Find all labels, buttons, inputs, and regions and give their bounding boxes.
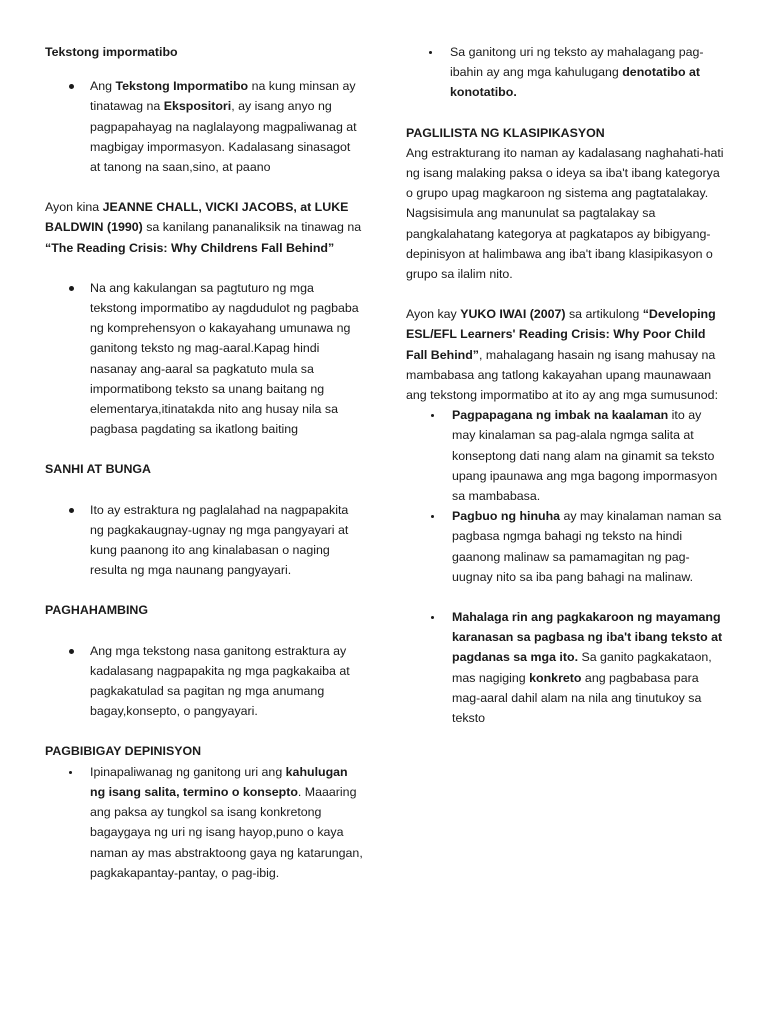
bold-text: JEANNE CHALL, VICKI JACOBS, at LUKE BALDWIN (1990) (45, 200, 349, 235)
bold-text: konkreto (529, 670, 582, 685)
text-run: Sa ganito pagkakataon, mas nagiging (452, 650, 712, 685)
text-run: sa kanilang pananaliksik na tinawag na (142, 220, 362, 235)
bold-text: denotatibo at konotatibo. (450, 65, 701, 100)
klasipikasyon-paragraph (406, 143, 724, 284)
paghahambing-list (45, 641, 363, 722)
text-run: ay may kinalaman naman sa pagbasa ngmga bahagi ng teksto na hindi gaanong malinaw sa pamamagitan ng pag-uugnay nito sa iba pang bahagi na malinaw. (452, 509, 722, 584)
intro-list (45, 76, 363, 177)
bold-text: kahulugan ng isang salita, termino o konsepto (90, 764, 348, 799)
iwai-paragraph (406, 304, 724, 405)
list-item (406, 405, 724, 506)
bold-text: YUKO IWAI (2007) (460, 307, 566, 322)
document-title: Tekstong impormatibo (45, 45, 178, 59)
section-heading-klasipikasyon: PAGLILISTA NG KLASIPIKASYON (406, 125, 605, 140)
depinisyon-continued-list (406, 42, 724, 103)
list-item (406, 42, 724, 103)
text-run: Ayon kay (406, 307, 461, 322)
text-run: Ayon kina (45, 200, 103, 215)
text-run: Sa ganitong uri ng teksto ay mahalagang pag-ibahin ay ang mga kahulugang (450, 45, 704, 80)
text-run: . Maaaring ang paksa ay tungkol sa isang konkretong bagaygaya ng uri ng isang hayop,puno o kaya naman ay mas abstraktoong gaya ng katarungan, pagkakapantay-pantay, o pag-ibig. (90, 784, 363, 880)
text-run: Ang mga tekstong nasa ganitong estraktura ay kadalasang nagpapakita ng mga pagkakaiba at pagkakatulad sa pagitan ng mga anumang bagay,konsepto, o pangyayari. (90, 643, 350, 719)
text-run: Ipinapaliwanag ng ganitong uri ang (90, 764, 286, 779)
bold-text: Pagbuo ng hinuha (452, 509, 561, 524)
text-run: , ay isang anyo ng pagpapahayag na naglalayong magpaliwanag at magbigay impormasyon. Kadalasang sinasagot at tanong na saan,sino, at paano (90, 99, 357, 175)
depinisyon-list (45, 762, 363, 883)
chall-list (45, 278, 363, 440)
text-run: Na ang kakulangan sa pagtuturo ng mga tekstong impormatibo ay nagdudulot ng pagbaba ng komprehensyon o kakayahang umunawa ng ganitong teksto ng mag-aaral.Kapag hindi nasanay ang-aaral sa pagkatuto mula sa impormatibong teksto sa unang baitang ng elementarya,itinatakda nito ang husay nila sa pagbasa pagdating sa ikatlong baiting (90, 280, 359, 437)
bold-text: Pagpapagana ng imbak na kaalaman (452, 408, 669, 423)
bold-text: Ekspositori (163, 99, 232, 114)
text-run: Ito ay estraktura ng paglalahad na nagpapakita ng pagkakaugnay-ugnay ng mga pangyayari at kung paanong ito ang kinalabasan o naging resulta ng mga naunang pangyayari. (90, 502, 349, 578)
list-item (45, 762, 363, 883)
list-item (45, 641, 363, 722)
karanasan-list (406, 607, 724, 728)
list-item (406, 506, 724, 587)
text-run: Ang (90, 79, 116, 94)
list-item (45, 500, 363, 581)
text-run: na kung minsan ay tinatawag na (90, 79, 356, 114)
bold-text: “Developing ESL/EFL Learners' Reading Crisis: Why Poor Child Fall Behind” (406, 307, 716, 362)
iwai-skills-list (406, 405, 724, 587)
text-run: ito ay may kinalaman sa pag-alala ngmga salita at konseptong dati nang alam na ginamit sa teksto upang ipaunawa ang mga bagong impormasyon sa mambabasa. (452, 408, 718, 504)
section-heading-paghahambing: PAGHAHAMBING (45, 603, 149, 618)
section-heading-depinisyon: PAGBIBIGAY DEPINISYON (45, 744, 202, 759)
text-run: Ang estrakturang ito naman ay kadalasang naghahati-hati ng isang malaking paksa o ideya sa iba't ibang kategorya o grupo upag magkaroon ng sistema ang pagtatalakay. Nagsisimula ang manunulat sa pagtalakay sa pangkalahatang kategorya at pagkatapos ay bibigyang-depinisyon at halimbawa ang iba't ibang klasipikasyon o grupo sa ilalim nito. (406, 145, 724, 282)
list-item (45, 278, 363, 440)
sanhi-list (45, 500, 363, 581)
bold-text: Mahalaga rin ang pagkakaroon ng mayamang karanasan sa pagbasa ng iba't ibang teksto at pagdanas sa mga ito. (452, 610, 723, 665)
text-run: sa artikulong (565, 307, 643, 322)
text-run: , mahalagang hasain ng isang mahusay na mambabasa ang tatlong kakayahan upang maunawaan ang tekstong impormatibo at ito ay ang mga sumusunod: (406, 347, 719, 403)
section-heading-sanhi: SANHI AT BUNGA (45, 462, 152, 477)
right-column (406, 42, 724, 728)
bold-text: “The Reading Crisis: Why Childrens Fall Behind” (45, 240, 335, 255)
text-run: ang pagbabasa para mag-aaral dahil alam na nila ang tinutukoy sa teksto (452, 670, 702, 726)
bold-text: Tekstong Impormatibo (115, 79, 249, 94)
list-item (406, 607, 724, 728)
chall-paragraph (45, 197, 363, 258)
list-item (45, 76, 363, 177)
left-column (45, 42, 363, 883)
